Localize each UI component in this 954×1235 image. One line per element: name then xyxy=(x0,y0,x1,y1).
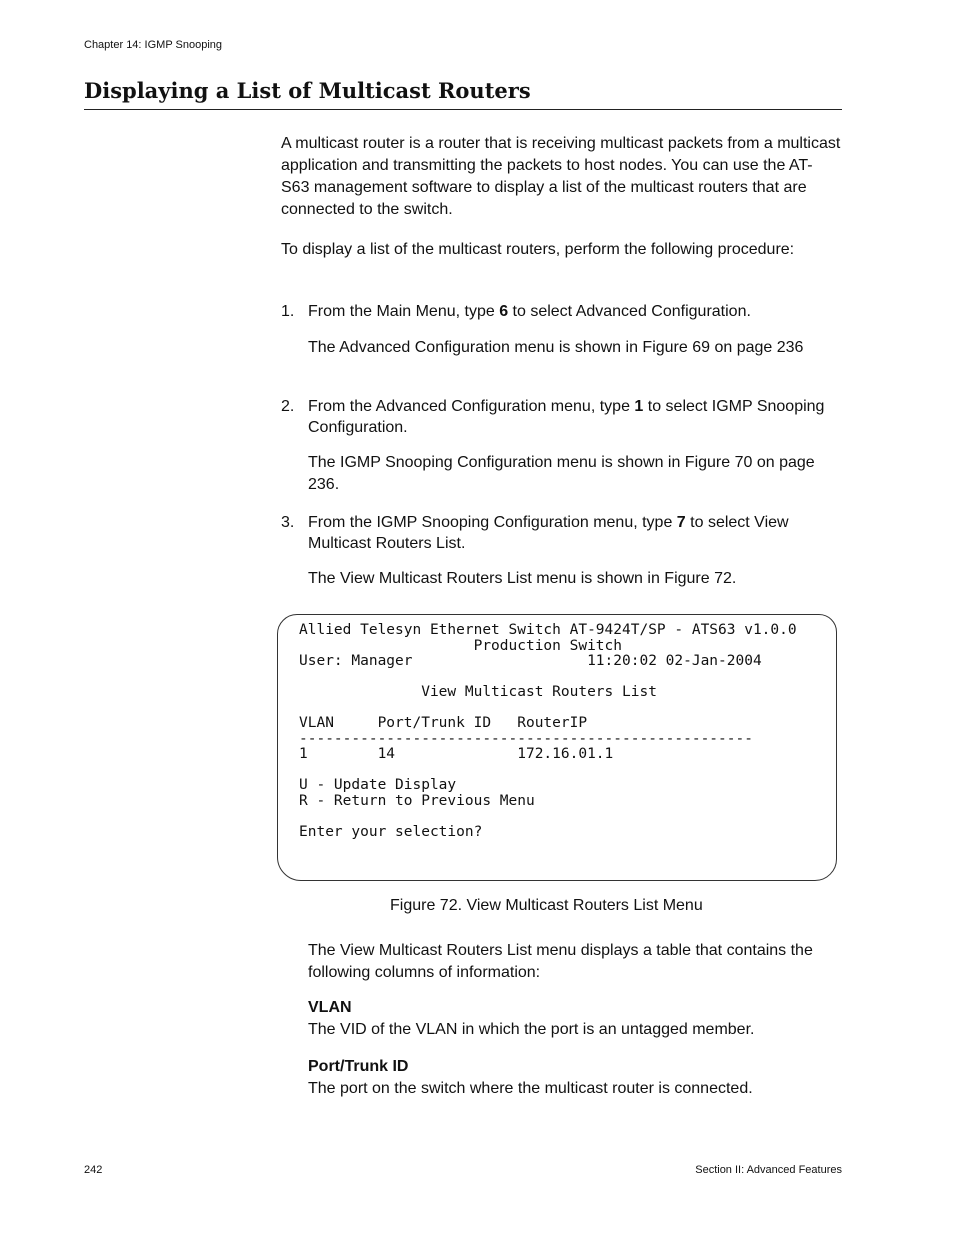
menu-key: 7 xyxy=(676,514,686,531)
after-figure-paragraph: The View Multicast Routers List menu displays a table that contains the following columns of information: xyxy=(308,942,813,981)
step-3-note: The View Multicast Routers List menu is shown in Figure 72. xyxy=(308,570,737,587)
intro-paragraph: A multicast router is a router that is receiving multicast packets from a multicast application and transmitting the packets to host nodes. You can use the AT-S63 management software to display a list of the multicast routers that are connected to the switch. xyxy=(281,135,841,218)
terminal-line: View Multicast Routers List xyxy=(299,684,657,700)
terminal-screen xyxy=(277,614,837,881)
step-number: 2. xyxy=(281,398,295,415)
step-1-note: The Advanced Configuration menu is shown in Figure 69 on page 236 xyxy=(308,339,804,356)
step-1 xyxy=(281,301,841,322)
step-text: From the Advanced Configuration menu, type 1 to select IGMP Snooping Configuration. xyxy=(308,398,825,436)
step-text: From the Main Menu, type 6 to select Advanced Configuration. xyxy=(308,303,751,320)
terminal-line: U - Update Display xyxy=(299,777,457,793)
terminal-line: VLAN Port/Trunk ID RouterIP xyxy=(299,715,588,731)
step-2 xyxy=(281,396,841,438)
step-text: From the IGMP Snooping Configuration menu, type 7 to select View Multicast Routers List. xyxy=(308,514,789,552)
definition-description: The port on the switch where the multicast router is connected. xyxy=(308,1080,753,1097)
page-number: 242 xyxy=(84,1164,103,1176)
terminal-line: Allied Telesyn Ethernet Switch AT-9424T/SP - ATS63 v1.0.0 xyxy=(299,622,797,638)
footer-section: Section II: Advanced Features xyxy=(695,1164,842,1176)
step-number: 3. xyxy=(281,514,295,531)
running-head: Chapter 14: IGMP Snooping xyxy=(84,39,222,51)
title-rule xyxy=(84,109,842,110)
terminal-line: Production Switch xyxy=(299,637,623,654)
section-title: Displaying a List of Multicast Routers xyxy=(84,78,531,103)
step-2-note: The IGMP Snooping Configuration menu is shown in Figure 70 on page 236. xyxy=(308,454,815,493)
definition-description: The VID of the VLAN in which the port is an untagged member. xyxy=(308,1021,755,1038)
terminal-text xyxy=(299,623,797,840)
terminal-line: R - Return to Previous Menu xyxy=(299,792,535,809)
definition-term: Port/Trunk ID xyxy=(308,1058,409,1075)
figure-caption: Figure 72. View Multicast Routers List Menu xyxy=(390,897,703,914)
terminal-line: 1 14 172.16.01.1 xyxy=(299,746,614,762)
menu-key: 6 xyxy=(499,303,509,320)
step-number: 1. xyxy=(281,303,295,320)
terminal-line: Enter your selection? xyxy=(299,823,483,840)
step-3 xyxy=(281,512,841,554)
terminal-line: ---------------------------------------------------- xyxy=(299,730,753,747)
menu-key: 1 xyxy=(634,398,644,415)
procedure-paragraph: To display a list of the multicast routers, perform the following procedure: xyxy=(281,241,795,258)
definition-term: VLAN xyxy=(308,999,352,1016)
terminal-line: User: Manager 11:20:02 02-Jan-2004 xyxy=(299,653,762,669)
